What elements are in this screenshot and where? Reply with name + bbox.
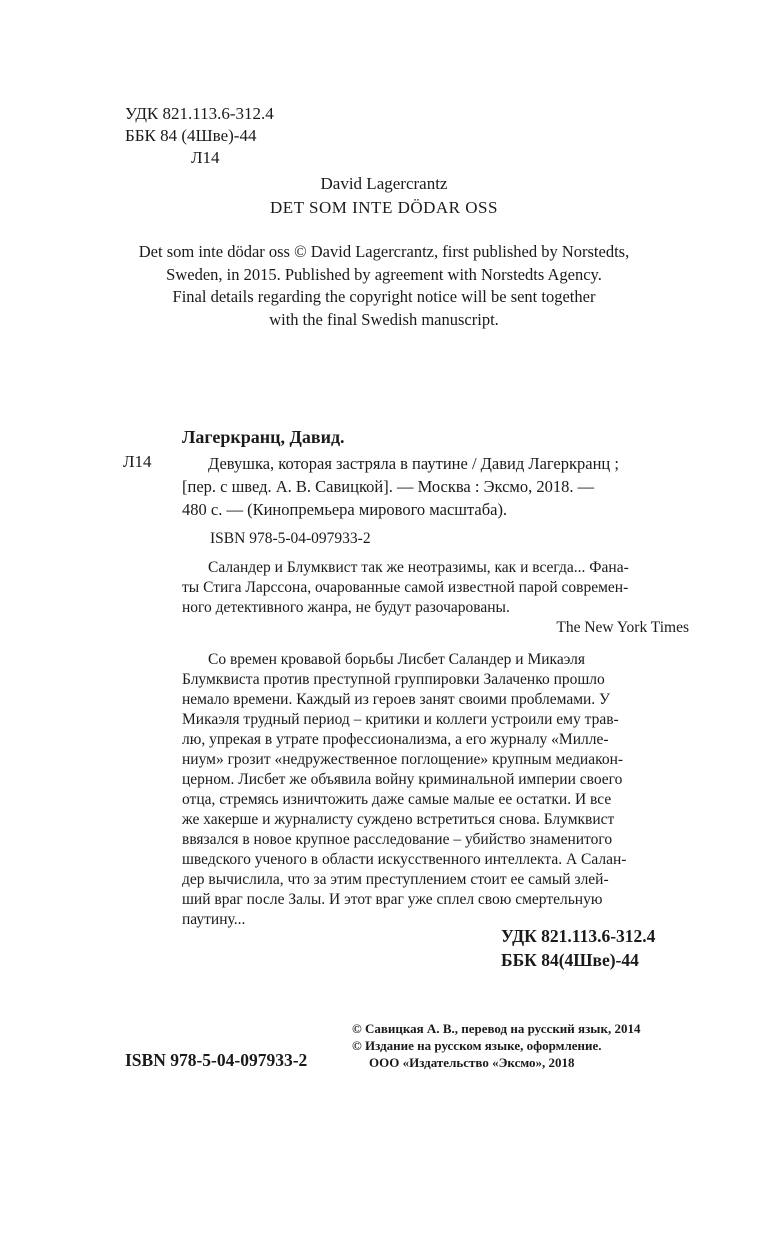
top-classification-codes <box>125 103 274 169</box>
review-line: ты Стига Ларссона, очарованные самой известной парой современ- <box>182 579 629 596</box>
annotation-line: Микаэля трудный период – критики и коллеги устроили ему трав- <box>182 711 619 728</box>
annotation-line: шведского ученого в области искусственного интеллекта. А Салан- <box>182 851 627 868</box>
isbn-main: ISBN 978-5-04-097933-2 <box>125 1050 308 1070</box>
review-line: Саландер и Блумквист так же неотразимы, как и всегда... Фана- <box>208 559 629 576</box>
annotation-text <box>182 650 690 930</box>
catalog-isbn: ISBN 978-5-04-097933-2 <box>210 530 371 547</box>
copyright-note <box>0 241 768 331</box>
imprint-line: © Савицкая А. В., перевод на русский язык, 2014 <box>352 1021 641 1036</box>
review-line: ного детективного жанра, не будут разочарованы. <box>182 599 510 616</box>
biblio-line: 480 с. — (Кинопремьера мирового масштаба). <box>182 500 508 519</box>
bbk-code-bold: ББК 84(4Шве)-44 <box>501 950 639 970</box>
annotation-line: отца, стремясь изничтожить даже самые малые ее остатки. И все <box>182 791 612 808</box>
annotation-line: лю, упрекая в утрате профессионализма, а его журналу «Милле- <box>182 731 609 748</box>
annotation-line: церном. Лисбет же объявила войну криминальной империи своего <box>182 771 623 788</box>
udk-code-bold: УДК 821.113.6-312.4 <box>501 926 656 946</box>
annotation-line: паутину... <box>182 911 246 928</box>
annotation-line: Блумквиста против преступной группировки Залаченко прошло <box>182 671 605 688</box>
author-sign: Л14 <box>191 148 220 167</box>
annotation-line: ввязался в новое крупное расследование – убийство знаменитого <box>182 831 613 848</box>
udk-code: УДК 821.113.6-312.4 <box>125 104 274 123</box>
copyright-note-line: Det som inte dödar oss © David Lagercrantz, first published by Norstedts, <box>138 242 630 261</box>
bibliographic-description <box>182 452 690 521</box>
bottom-classification-codes <box>501 924 655 972</box>
copyright-note-line: Final details regarding the copyright notice will be sent together <box>172 287 596 306</box>
review-source: The New York Times <box>556 619 689 636</box>
original-title: DET SOM INTE DÖDAR OSS <box>270 198 498 217</box>
copyright-imprint <box>352 1020 640 1071</box>
annotation-line: ший враг после Залы. И этот враг уже сплел свою смертельную <box>182 891 603 908</box>
annotation-line: немало времени. Каждый из героев занят своими проблемами. У <box>182 691 611 708</box>
imprint-line: © Издание на русском языке, оформление. <box>352 1038 602 1053</box>
bbk-code: ББК 84 (4Шве)-44 <box>125 126 257 145</box>
catalog-sign: Л14 <box>123 452 152 471</box>
copyright-note-line: with the final Swedish manuscript. <box>269 309 499 329</box>
review-quote <box>182 558 690 618</box>
annotation-line: Со времен кровавой борьбы Лисбет Саландер и Микаэля <box>208 651 585 668</box>
biblio-line: [пер. с швед. А. В. Савицкой]. — Москва : Эксмо, 2018. — <box>182 477 595 496</box>
annotation-line: ниум» грозит «недружественное поглощение» крупным медиакон- <box>182 751 624 768</box>
annotation-line: же хакерше и журналисту суждено встретиться снова. Блумквист <box>182 811 615 828</box>
copyright-note-line: Sweden, in 2015. Published by agreement with Norstedts Agency. <box>166 264 602 284</box>
annotation-line: дер вычислила, что за этим преступлением стоит ее самый злей- <box>182 871 609 888</box>
original-author: David Lagercrantz <box>320 174 448 193</box>
biblio-line: Девушка, которая застряла в паутине / Давид Лагеркранц ; <box>208 454 619 473</box>
imprint-line: ООО «Издательство «Эксмо», 2018 <box>369 1055 575 1070</box>
catalog-author-heading: Лагеркранц, Давид. <box>182 427 345 447</box>
